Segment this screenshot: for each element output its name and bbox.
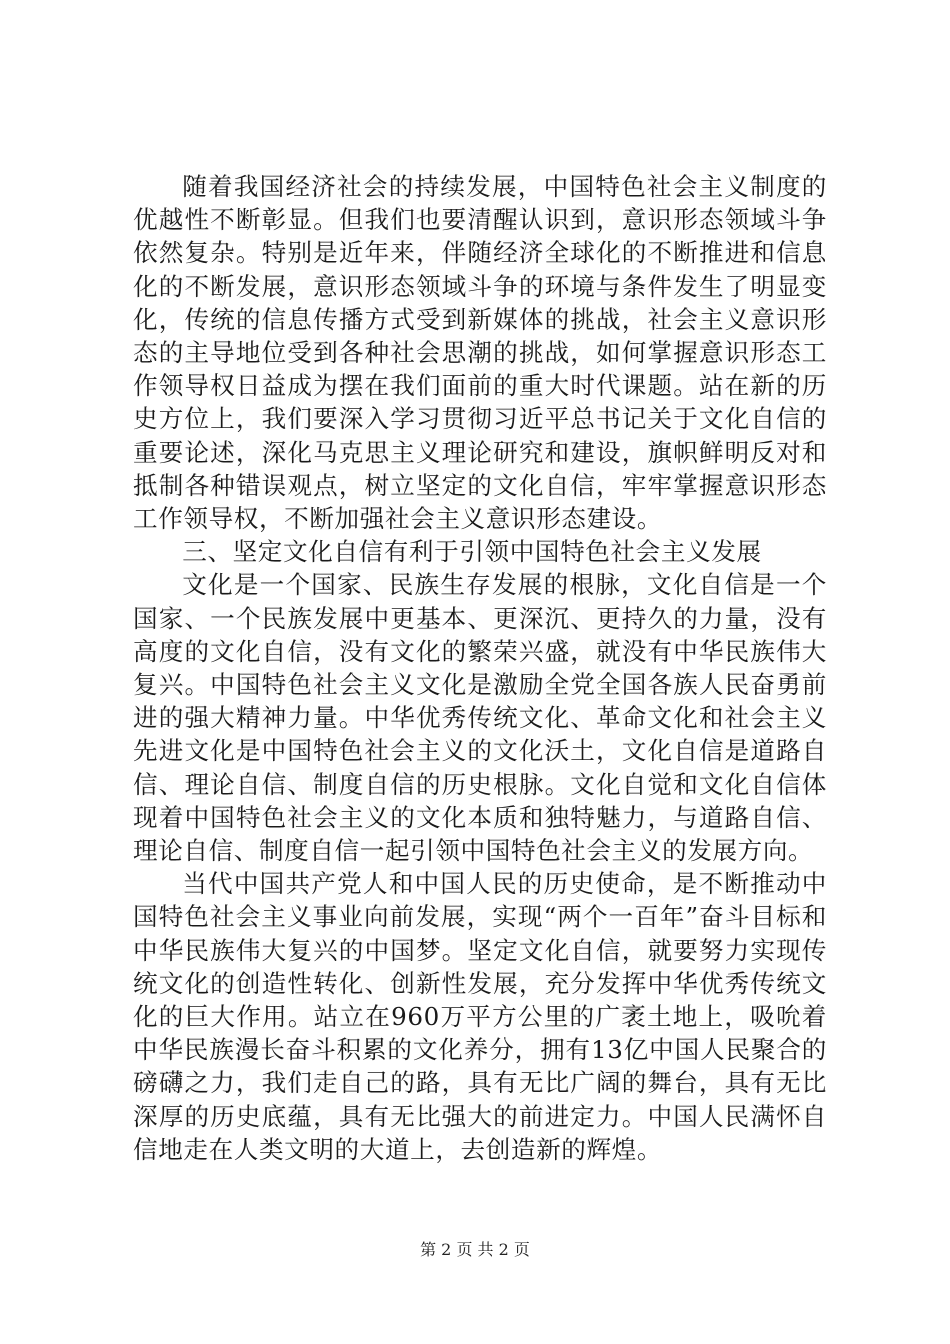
paragraph-culture-roots: 文化是一个国家、民族生存发展的根脉，文化自信是一个国家、一个民族发展中更基本、更深沉、更持久的力量，没有高度的文化自信，没有文化的繁荣兴盛，就没有中华民族伟大复兴。中国特色社会主义文化是激励全党全国各族人民奋勇前进的强大精神力量。中华优秀传统文化、革命文化和社会主义先进文化是中国特色社会主义的文化沃土，文化自信是道路自信、理论自信、制度自信的历史根脉。文化自觉和文化自信体现着中国特色社会主义的文化本质和独特魅力，与道路自信、理论自信、制度自信一起引领中国特色社会主义的发展方向。 [133,570,827,866]
paragraph-ideology: 随着我国经济社会的持续发展，中国特色社会主义制度的优越性不断彰显。但我们也要清醒认识到，意识形态领域斗争依然复杂。特别是近年来，伴随经济全球化的不断推进和信息化的不断发展，意识形态领域斗争的环境与条件发生了明显变化，传统的信息传播方式受到新媒体的挑战，社会主义意识形态的主导地位受到各种社会思潮的挑战，如何掌握意识形态工作领导权日益成为摆在我们面前的重大时代课题。站在新的历史方位上，我们要深入学习贯彻习近平总书记关于文化自信的重要论述，深化马克思主义理论研究和建设，旗帜鲜明反对和抵制各种错误观点，树立坚定的文化自信，牢牢掌握意识形态工作领导权，不断加强社会主义意识形态建设。 [133,172,827,534]
paragraph-historical-mission: 当代中国共产党人和中国人民的历史使命，是不断推动中国特色社会主义事业向前发展，实现“两个一百年”奋斗目标和中华民族伟大复兴的中国梦。坚定文化自信，就要努力实现传统文化的创造性转化、创新性发展，充分发挥中华优秀传统文化的巨大作用。站立在960万平方公里的广袤土地上，吸吮着中华民族漫长奋斗积累的文化养分，拥有13亿中国人民聚合的磅礴之力，我们走自己的路，具有无比广阔的舞台，具有无比深厚的历史底蕴，具有无比强大的前进定力。中国人民满怀自信地走在人类文明的大道上，去创造新的辉煌。 [133,869,827,1164]
section-heading-three: 三、坚定文化自信有利于引领中国特色社会主义发展 [182,537,762,567]
page-number-footer: 第 2 页 共 2 页 [420,1240,530,1259]
document-body [133,170,827,1166]
